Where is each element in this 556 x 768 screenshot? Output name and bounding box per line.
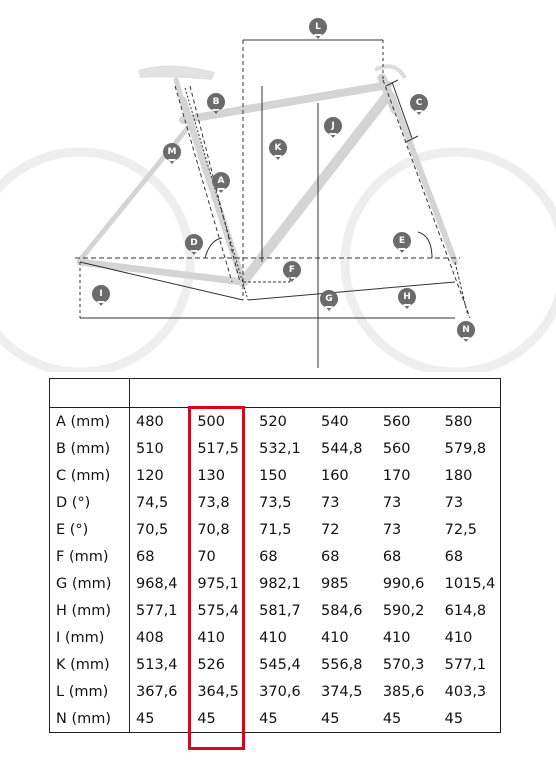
row-label: B (mm)	[50, 435, 130, 462]
cell-value: 45	[191, 705, 253, 733]
marker-label: K	[274, 143, 282, 153]
frame	[80, 78, 455, 282]
cell-value: 517,5	[197, 440, 239, 457]
cell-value: 70,8	[197, 521, 230, 538]
marker-n	[457, 321, 475, 342]
cell-value: 580	[439, 408, 501, 436]
cell-value: 367,6	[136, 683, 178, 700]
cell-value: 590,2	[382, 602, 425, 619]
cell-value: 74,5	[136, 494, 169, 511]
table-header-row	[50, 379, 501, 408]
row-label: L (mm)	[50, 678, 130, 705]
table-row	[50, 543, 501, 570]
cell-value: 1015,4	[439, 570, 501, 597]
row-label: G (mm)	[50, 570, 130, 597]
cell-value: 68	[136, 548, 155, 565]
cell-value: 532,1	[259, 440, 301, 457]
row-label: K (mm)	[50, 651, 130, 678]
row-label: F (mm)	[50, 543, 130, 570]
cell-value: 370,6	[259, 683, 301, 700]
chain-stay	[80, 262, 243, 282]
cell-value: 120	[136, 467, 164, 484]
cell-value: 985	[320, 575, 349, 592]
cell-value: 45	[253, 705, 315, 733]
table-row	[50, 624, 501, 651]
marker-label: E	[398, 236, 406, 246]
marker-label: C	[415, 98, 423, 108]
marker-label: I	[99, 289, 103, 299]
cell-value: 581,7	[259, 602, 301, 619]
cell-value: 45	[439, 705, 501, 733]
marker-g	[320, 290, 338, 311]
marker-label: G	[325, 294, 333, 304]
cell-value: 73	[439, 489, 501, 516]
bike-geometry-diagram	[0, 0, 556, 372]
row-label: D (°)	[50, 489, 130, 516]
row-label: H (mm)	[50, 597, 130, 624]
cell-value: 374,5	[320, 683, 363, 700]
cell-value: 70,5	[136, 521, 169, 538]
cell-value: 480	[136, 413, 164, 430]
table-row	[50, 597, 501, 624]
cell-value: 544,8	[320, 440, 363, 457]
marker-m	[163, 143, 181, 164]
front-wheel	[345, 152, 556, 372]
cell-value: 579,8	[439, 435, 501, 462]
row-label: A (mm)	[50, 408, 130, 436]
cell-value: 45	[130, 705, 192, 733]
cell-value: 160	[320, 467, 349, 484]
cell-value: 364,5	[197, 683, 239, 700]
cell-value: 556,8	[320, 656, 363, 673]
cell-value: 982,1	[259, 575, 301, 592]
table-row	[50, 570, 501, 597]
cell-value: 68	[320, 548, 340, 565]
cell-value: 130	[197, 467, 226, 484]
cell-value: 68	[382, 548, 402, 565]
cell-value: 385,6	[382, 683, 425, 700]
cell-value: 520	[259, 413, 287, 430]
cell-value: 71,5	[259, 521, 292, 538]
cell-value: 70	[197, 548, 216, 565]
table-row	[50, 489, 501, 516]
cell-value: 73	[382, 521, 402, 538]
cell-value: 45	[377, 705, 439, 733]
cell-value: 73	[320, 494, 340, 511]
cell-value: 410	[439, 624, 501, 651]
cell-value: 577,1	[439, 651, 501, 678]
marker-c	[410, 94, 428, 115]
cell-value: 545,4	[259, 656, 301, 673]
marker-label: F	[288, 265, 296, 275]
cell-value: 510	[136, 440, 164, 457]
marker-l	[309, 18, 327, 39]
marker-j	[324, 117, 342, 138]
marker-h	[398, 288, 416, 309]
marker-label: D	[190, 238, 198, 248]
marker-label: L	[315, 22, 321, 32]
marker-k	[269, 139, 287, 160]
cell-value: 560	[382, 440, 411, 457]
marker-label: A	[217, 176, 225, 186]
cell-value: 72,5	[439, 516, 501, 543]
cell-value: 72	[320, 521, 340, 538]
cell-value: 408	[136, 629, 164, 646]
marker-label: J	[331, 121, 335, 131]
angle-d-arc	[205, 238, 222, 258]
row-label: C (mm)	[50, 462, 130, 489]
cell-value: 180	[439, 462, 501, 489]
cell-value: 68	[259, 548, 278, 565]
marker-label: N	[462, 325, 470, 335]
row-label: E (°)	[50, 516, 130, 543]
header-cell-sizes	[130, 379, 501, 408]
angle-e-arc	[418, 232, 432, 258]
cell-value: 410	[259, 629, 287, 646]
cell-value: 410	[320, 629, 349, 646]
cell-value: 73	[382, 494, 402, 511]
cell-value: 968,4	[136, 575, 178, 592]
marker-f	[283, 261, 301, 282]
table-row	[50, 408, 501, 436]
cell-value: 73,5	[259, 494, 292, 511]
marker-i	[92, 285, 110, 306]
dim-n-line	[455, 262, 468, 316]
steer-axis	[383, 80, 470, 318]
table-row	[50, 516, 501, 543]
table-row	[50, 462, 501, 489]
row-label: I (mm)	[50, 624, 130, 651]
table-row	[50, 651, 501, 678]
geometry-table-body	[50, 408, 501, 733]
cell-value: 410	[382, 629, 411, 646]
cell-value: 500	[197, 413, 226, 430]
marker-label: H	[403, 292, 411, 302]
cell-value: 614,8	[439, 597, 501, 624]
cell-value: 975,1	[197, 575, 239, 592]
cell-value: 403,3	[439, 678, 501, 705]
down-tube	[243, 95, 388, 282]
cell-value: 560	[382, 413, 411, 430]
table-row	[50, 678, 501, 705]
cell-value: 584,6	[320, 602, 363, 619]
dimension-lines	[75, 40, 470, 368]
cell-value: 540	[320, 413, 349, 430]
row-label: N (mm)	[50, 705, 130, 733]
cell-value: 577,1	[136, 602, 178, 619]
cell-value: 68	[439, 543, 501, 570]
geometry-table	[49, 378, 501, 733]
table-row	[50, 435, 501, 462]
cell-value: 73,8	[197, 494, 230, 511]
marker-label: B	[212, 97, 220, 107]
cell-value: 570,3	[382, 656, 425, 673]
cell-value: 990,6	[382, 575, 425, 592]
header-cell-empty	[50, 379, 130, 408]
marker-label: M	[167, 147, 177, 157]
cell-value: 526	[197, 656, 226, 673]
cell-value: 575,4	[197, 602, 239, 619]
marker-e	[393, 232, 411, 253]
cell-value: 150	[259, 467, 287, 484]
cell-value: 513,4	[136, 656, 178, 673]
table-row	[50, 705, 501, 733]
cell-value: 45	[315, 705, 377, 733]
cell-value: 170	[382, 467, 411, 484]
cell-value: 410	[197, 629, 226, 646]
